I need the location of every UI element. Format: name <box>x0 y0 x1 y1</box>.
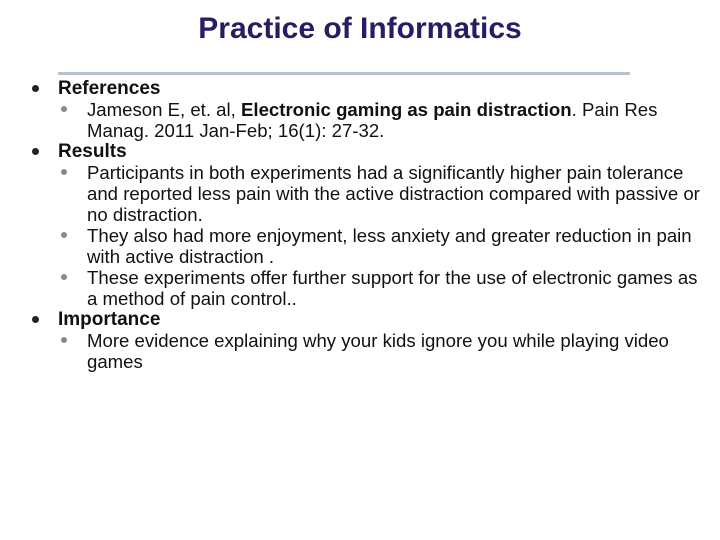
citation-authors: Jameson E, et. al, <box>87 99 241 120</box>
bullet-importance <box>0 309 720 330</box>
bullet-dot-icon <box>32 85 39 92</box>
bullet-dot-icon <box>32 148 39 155</box>
sub-bullet-dot-icon <box>61 337 67 343</box>
bullet-references <box>0 78 720 99</box>
slide-title: Practice of Informatics <box>198 12 522 45</box>
bullet-list <box>0 78 720 372</box>
result-item <box>0 225 720 267</box>
citation-title: Electronic gaming as pain distraction <box>241 99 572 120</box>
bullet-dot-icon <box>32 316 39 323</box>
importance-item <box>0 330 720 372</box>
bullet-results <box>0 141 720 162</box>
reference-citation <box>0 99 720 141</box>
citation-journal: . Pain Res Manag. 2011 Jan-Feb; 16(1): 27-32. <box>87 99 658 141</box>
result-item <box>0 267 720 309</box>
sub-bullet-dot-icon <box>61 274 67 280</box>
result-item-text: They also had more enjoyment, less anxiety and greater reduction in pain with active distraction . <box>87 225 692 267</box>
sub-bullet-dot-icon <box>61 169 67 175</box>
section-heading-results: Results <box>58 141 127 162</box>
title-divider <box>58 72 630 75</box>
result-item-text: These experiments offer further support for the use of electronic games as a method of pain control.. <box>87 267 698 309</box>
sub-bullet-dot-icon <box>61 106 67 112</box>
result-item-text: Participants in both experiments had a significantly higher pain tolerance and reported less pain with the active distraction compared with passive or no distraction. <box>87 162 700 225</box>
result-item <box>0 162 720 225</box>
importance-item-text: More evidence explaining why your kids ignore you while playing video games <box>87 330 669 372</box>
section-heading-importance: Importance <box>58 309 161 330</box>
sub-bullet-dot-icon <box>61 232 67 238</box>
section-heading-references: References <box>58 78 161 99</box>
